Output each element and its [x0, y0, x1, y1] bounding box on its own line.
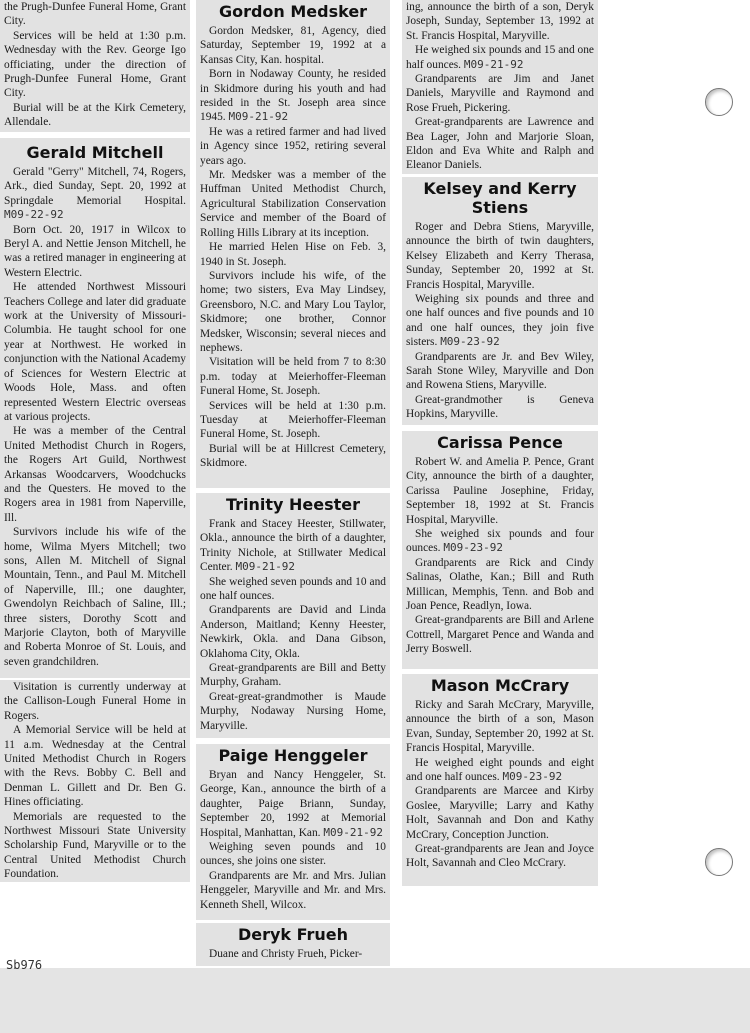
paragraph: Services will be held at 1:30 p.m. Wednesday with the Rev. George Igo officiating, under the direction of Prugh-Dunfee Funeral Home, Grant City.	[4, 29, 186, 100]
paragraph: He married Helen Hise on Feb. 3, 1940 in St. Joseph.	[200, 241, 386, 268]
paragraph: Memorials are requested to the Northwest Missouri State University Scholarship Fund, Maryville or to the Central United Methodist Church Foundation.	[4, 810, 186, 881]
paragraph: Visitation will be held from 7 to 8:30 p.m. today at Meierhoffer-Fleeman Funeral Home, St. Joseph.	[200, 356, 386, 398]
paragraph: Grandparents are Jr. and Bev Wiley, Sarah Stone Wiley, Maryville and Don and Rowena Stiens, Maryville.	[406, 350, 594, 392]
clipping-paige-henggeler	[196, 744, 390, 920]
paragraph: He was a member of the Central United Methodist Church in Rogers, the Rogers Art Guild, Northwest Arkansas Woodcarvers, Woodchucks and the Questers. He moved to the Rogers area in 1981 from Naperville, Ill.	[4, 425, 186, 524]
paragraph: He attended Northwest Missouri Teachers College and later did graduate work at the University of Missouri-Columbia. He taught school for one year at Northwest. He worked in conjunction with the National Academy of Sciences for Western Electric at Woods Hole, Mass. and often represented Western Electric overseas at various projects.	[4, 281, 186, 423]
paragraph: Survivors include his wife, of the home; two sisters, Eva May Lindsey, Greensboro, N.C. and Mary Lou Taylor, Skidmore; one brother, Connor Medsker, Wisconsin; several nieces and nephews.	[200, 269, 386, 354]
clipping-trinity-heester	[196, 493, 390, 738]
handwritten-date: M09-21-92	[463, 57, 524, 71]
headline-carissa-pence: Carissa Pence	[437, 433, 563, 452]
paragraph: Grandparents are David and Linda Anderson, Maitland; Kenny Heester, Newkirk, Okla. and Dana Gibson, Oklahoma City, Okla.	[200, 604, 386, 660]
handwritten-date: M09-21-92	[228, 110, 289, 124]
paragraph: Born Oct. 20, 1917 in Wilcox to Beryl A. and Nettie Jenson Mitchell, he was a retired manager in engineering at Western Electric.	[4, 223, 186, 279]
paragraph: Grandparents are Rick and Cindy Salinas, Olathe, Kan.; Bill and Ruth Millican, Memphis, Tenn. and Bob and Joan Pence, Readlyn, Iowa.	[406, 556, 594, 613]
paragraph: Ricky and Sarah McCrary, Maryville, announce the birth of a son, Mason Evan, Sunday, September 20, 1992 at St. Francis Hospital, Maryville.	[406, 699, 594, 755]
handwritten-date: M09-23-92	[443, 541, 503, 555]
paragraph: the Prugh-Dunfee Funeral Home, Grant City.	[4, 1, 186, 28]
paragraph: Survivors include his wife of the home, Wilma Myers Mitchell; two sons, Allen M. Mitchell of Signal Mountain, Tenn., and Paul M. Mitchell of Naperville, Ill.; one daughter, Gwendolyn Reichbach of Saline, Ill.; three sisters, Dorothy Scott and Marjorie Clayton, both of Maryville and Roberta Monroe of St. Louis, and seven grandchildren.	[4, 526, 186, 668]
headline-gerald-mitchell: Gerald Mitchell	[26, 143, 164, 162]
paragraph: Great-grandparents are Jean and Joyce Holt, Savannah and Cleo McCrary.	[406, 843, 594, 870]
clipping-gerald-mitchell	[0, 138, 190, 678]
headline-paige-henggeler: Paige Henggeler	[218, 746, 368, 765]
headline-kelsey-kerry-stiens: Kelsey and Kerry Stiens	[423, 179, 577, 217]
paragraph: Weighing six pounds and three and one half ounces and five pounds and 10 and one half ounces, they join five sisters. M09-23-92	[406, 293, 594, 349]
paragraph: Weighing seven pounds and 10 ounces, she joins one sister.	[200, 841, 386, 868]
handwritten-date: M09-23-92	[502, 770, 563, 784]
binder-hole-bottom	[705, 848, 733, 876]
paragraph: Burial will be at Hillcrest Cemetery, Skidmore.	[200, 442, 386, 470]
paragraph: Bryan and Nancy Henggeler, St. George, Kan., announce the birth of a daughter, Paige Briann, Sunday, September 20, 1992 at Memorial Hospital, Manhattan, Kan. M09-21-92	[200, 769, 386, 839]
paragraph: Grandparents are Marcee and Kirby Goslee, Maryville; Larry and Kathy Holt, Savannah and Don and Kathy McCrary, Conception Junction.	[406, 785, 594, 841]
page-note: Sb976	[6, 958, 43, 972]
paragraph: Great-grandparents are Bill and Arlene Cottrell, Margaret Pence and Wanda and Jerry Boswell.	[406, 614, 594, 656]
clipping-kelsey-kerry-stiens	[402, 177, 598, 425]
paragraph: He weighed six pounds and 15 and one half ounces. M09-21-92	[406, 44, 594, 71]
clipping-deryk-frueh-continued	[402, 0, 598, 174]
paragraph: Frank and Stacey Heester, Stillwater, Okla., announce the birth of a daughter, Trinity Nichole, at Stillwater Medical Center. M09-21-92	[200, 518, 386, 574]
paragraph: Gerald "Gerry" Mitchell, 74, Rogers, Ark., died Sunday, Sept. 20, 1992 at Springdale Memorial Hospital. M09-22-92	[4, 166, 186, 222]
paragraph: Roger and Debra Stiens, Maryville, announce the birth of twin daughters, Kelsey Elizabeth and Kerry Therasa, Sunday, September 20, 1992 at St. Francis Hospital, Maryville.	[406, 221, 594, 291]
paragraph: Great-great-grandmother is Maude Murphy, Nodaway Nursing Home, Maryville.	[200, 690, 386, 732]
headline-gordon-medsker: Gordon Medsker	[218, 2, 368, 21]
paragraph: ing, announce the birth of a son, Deryk Joseph, Sunday, September 13, 1992 at St. Francis Hospital, Maryville.	[406, 1, 594, 42]
handwritten-date: M09-21-92	[323, 825, 383, 839]
paragraph: Gordon Medsker, 81, Agency, died Saturday, September 19, 1992 at a Kansas City, Kan. hospital.	[200, 25, 386, 66]
paragraph: Mr. Medsker was a member of the Huffman United Methodist Church, Agricultural Stabilization Conservation Service and member of the Board of Rolling Hills Library at its inception.	[200, 169, 386, 239]
page-bottom-shadow	[0, 968, 750, 1033]
paragraph: A Memorial Service will be held at 11 a.m. Wednesday at the Central United Methodist Church in Rogers with the Revs. Bobby C. Bell and Denman L. Gillett and Dr. Ben G. Hines officiating.	[4, 724, 186, 809]
paragraph: Visitation is currently underway at the Callison-Lough Funeral Home in Rogers.	[4, 681, 186, 722]
clipping-gerald-mitchell-continued	[0, 680, 190, 882]
paragraph: Great-grandparents are Lawrence and Bea Lager, John and Marjorie Sloan, Eldon and Eva White and Ralph and Eleanor Daniels.	[406, 116, 594, 172]
paragraph: Services will be held at 1:30 p.m. Tuesday at Meierhoffer-Fleeman Funeral Home, St. Joseph.	[200, 399, 386, 441]
clipping-gordon-medsker	[196, 0, 390, 488]
paragraph: Great-grandmother is Geneva Hopkins, Maryville.	[406, 393, 594, 421]
paragraph: He weighed eight pounds and eight and one half ounces. M09-23-92	[406, 756, 594, 784]
paragraph: He was a retired farmer and had lived in Agency since 1952, retiring several years ago.	[200, 125, 386, 167]
headline-trinity-heester: Trinity Heester	[225, 495, 361, 514]
headline-mason-mccrary: Mason McCrary	[430, 676, 570, 695]
paragraph: Burial will be at the Kirk Cemetery, Allendale.	[4, 101, 186, 129]
handwritten-date: M09-23-92	[440, 335, 500, 349]
clipping-mason-mccrary	[402, 674, 598, 886]
paragraph: She weighed seven pounds and 10 and one half ounces.	[200, 575, 386, 603]
paragraph: Robert W. and Amelia P. Pence, Grant City, announce the birth of a daughter, Carissa Pauline Josephine, Friday, September 18, 1992 at St. Francis Hospital, Maryville.	[406, 456, 594, 526]
handwritten-date: M09-21-92	[235, 560, 296, 574]
headline-deryk-frueh: Deryk Frueh	[237, 925, 349, 944]
paragraph: Great-grandparents are Bill and Betty Murphy, Graham.	[200, 662, 386, 689]
paragraph: She weighed six pounds and four ounces. M09-23-92	[406, 528, 594, 555]
clipping-prev-obituary	[0, 0, 190, 132]
paragraph: Grandparents are Mr. and Mrs. Julian Henggeler, Maryville and Mr. and Mrs. Kenneth Shell, Wilcox.	[200, 869, 386, 911]
paragraph: Born in Nodaway County, he resided in Skidmore during his youth and had resided in the St. Joseph area since 1945. M09-21-92	[200, 68, 386, 124]
clipping-carissa-pence	[402, 431, 598, 669]
binder-hole-top	[705, 88, 733, 116]
clipping-deryk-frueh	[196, 923, 390, 966]
paragraph: Grandparents are Jim and Janet Daniels, Maryville and Raymond and Rose Frueh, Pickering.	[406, 73, 594, 114]
paragraph: Duane and Christy Frueh, Picker-	[209, 948, 363, 960]
handwritten-date: M09-22-92	[4, 208, 64, 222]
